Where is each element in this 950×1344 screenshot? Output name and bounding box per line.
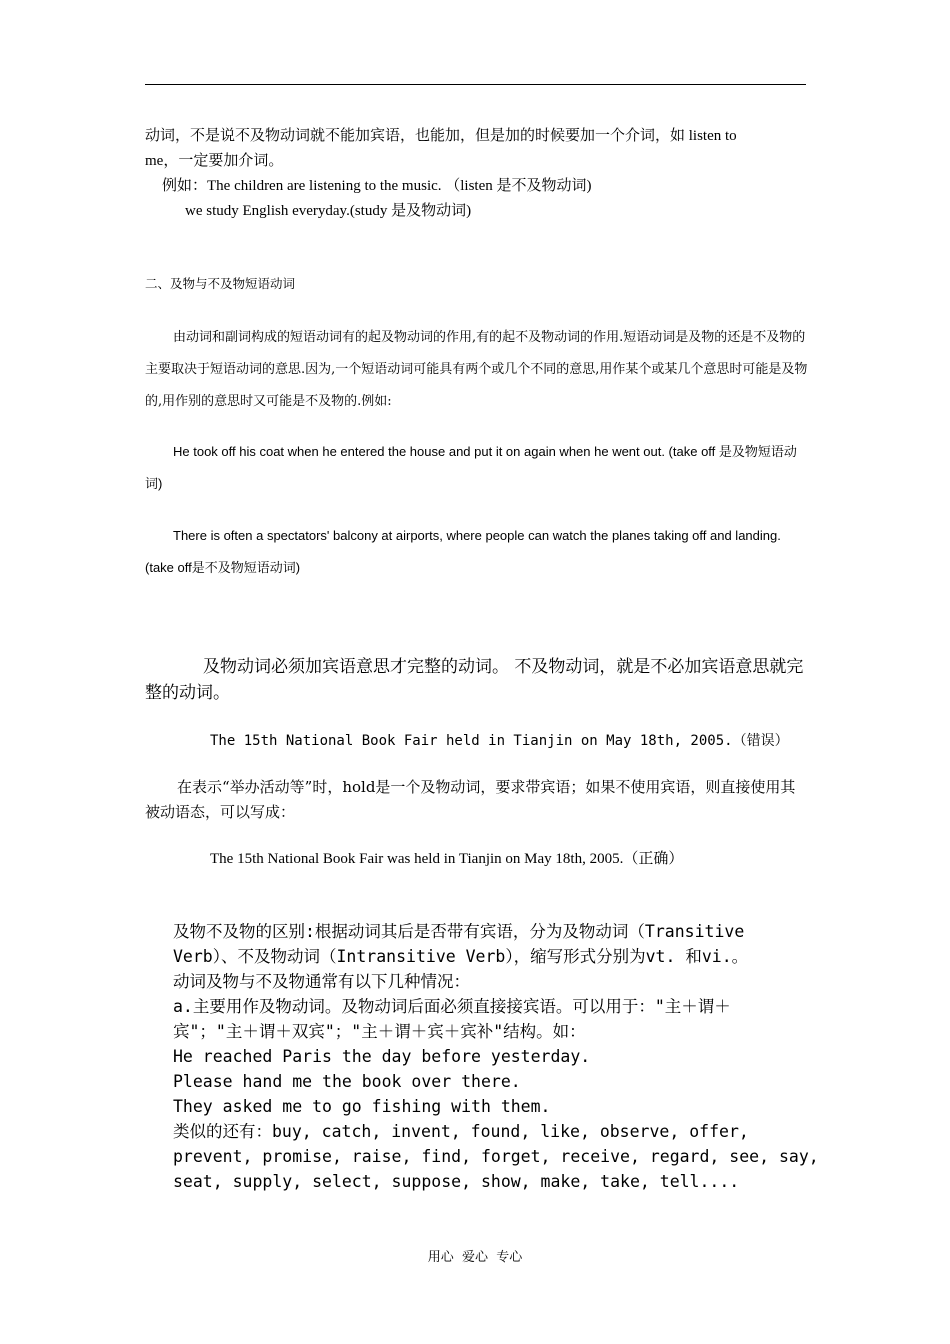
verb-types-line: 及物不及物的区别:根据动词其后是否带有宾语，分为及物动词（Transitive xyxy=(173,922,745,941)
example-line-1: 例如：The children are listening to the music. （listen 是不及物动词) xyxy=(162,178,592,194)
intro-line-1: 动词，不是说不及物动词就不能加宾语，也能加，但是加的时候要加一个介词，如 listen to xyxy=(145,128,737,144)
example-sentence: He reached Paris the day before yesterday. xyxy=(173,1047,591,1066)
definition-paragraph: 及物动词必须加宾语意思才完整的动词。 不及物动词，就是不必加宾语意思就完整的动词。 xyxy=(145,657,804,703)
similar-verbs-line: 类似的还有：buy, catch, invent, found, like, observe, offer, xyxy=(173,1122,749,1141)
phrasal-verb-paragraph: 由动词和副词构成的短语动词有的起及物动词的作用,有的起不及物动词的作用.短语动词是及物的还是不及物的主要取决于短语动词的意思.因为,一个短语动词可能具有两个或几个不同的意思,用作某个或某几个意思时可能是及物的,用作别的意思时又可能是不及物的.例如: xyxy=(145,330,808,409)
intro-paragraph xyxy=(145,124,810,224)
hold-explanation-paragraph: 在表示“举办活动等”时，hold是一个及物动词，要求带宾语；如果不使用宾语，则直接使用其被动语态，可以写成： xyxy=(145,778,796,821)
example-sentence: Please hand me the book over there. xyxy=(173,1072,521,1091)
correct-example-sentence: The 15th National Book Fair was held in Tianjin on May 18th, 2005.（正确） xyxy=(210,851,684,867)
verb-types-line: a.主要用作及物动词。及物动词后面必须直接接宾语。可以用于："主＋谓＋ xyxy=(173,997,731,1016)
example-line-2: we study English everyday.(study 是及物动词) xyxy=(185,203,472,219)
verb-types-section xyxy=(173,919,819,1194)
intro-line-2: me，一定要加介词。 xyxy=(145,153,284,169)
similar-verbs-line: prevent, promise, raise, find, forget, receive, regard, see, say, xyxy=(173,1147,819,1166)
page-footer: 用心 爱心 专心 xyxy=(427,1250,523,1265)
similar-verbs-line: seat, supply, select, suppose, show, make, take, tell.... xyxy=(173,1172,740,1191)
example-intransitive-paragraph: There is often a spectators' balcony at airports, where people can watch the planes taking off and landing. (take off是不及物短语动词) xyxy=(145,528,781,575)
section-heading: 二、及物与不及物短语动词 xyxy=(145,276,296,291)
verb-types-line: 宾"；"主＋谓＋双宾"；"主＋谓＋宾＋宾补"结构。如： xyxy=(173,1022,586,1041)
example-sentence: They asked me to go fishing with them. xyxy=(173,1097,551,1116)
verb-types-line: Verb）、不及物动词（Intransitive Verb），缩写形式分别为vt. 和vi.。 xyxy=(173,947,749,966)
verb-types-line: 动词及物与不及物通常有以下几种情况： xyxy=(173,972,470,991)
header-rule xyxy=(145,84,806,85)
wrong-example-sentence: The 15th National Book Fair held in Tianjin on May 18th, 2005.（错误） xyxy=(210,733,789,749)
example-transitive-paragraph: He took off his coat when he entered the house and put it on again when he went out. (take off 是及物短语动词) xyxy=(145,444,797,491)
